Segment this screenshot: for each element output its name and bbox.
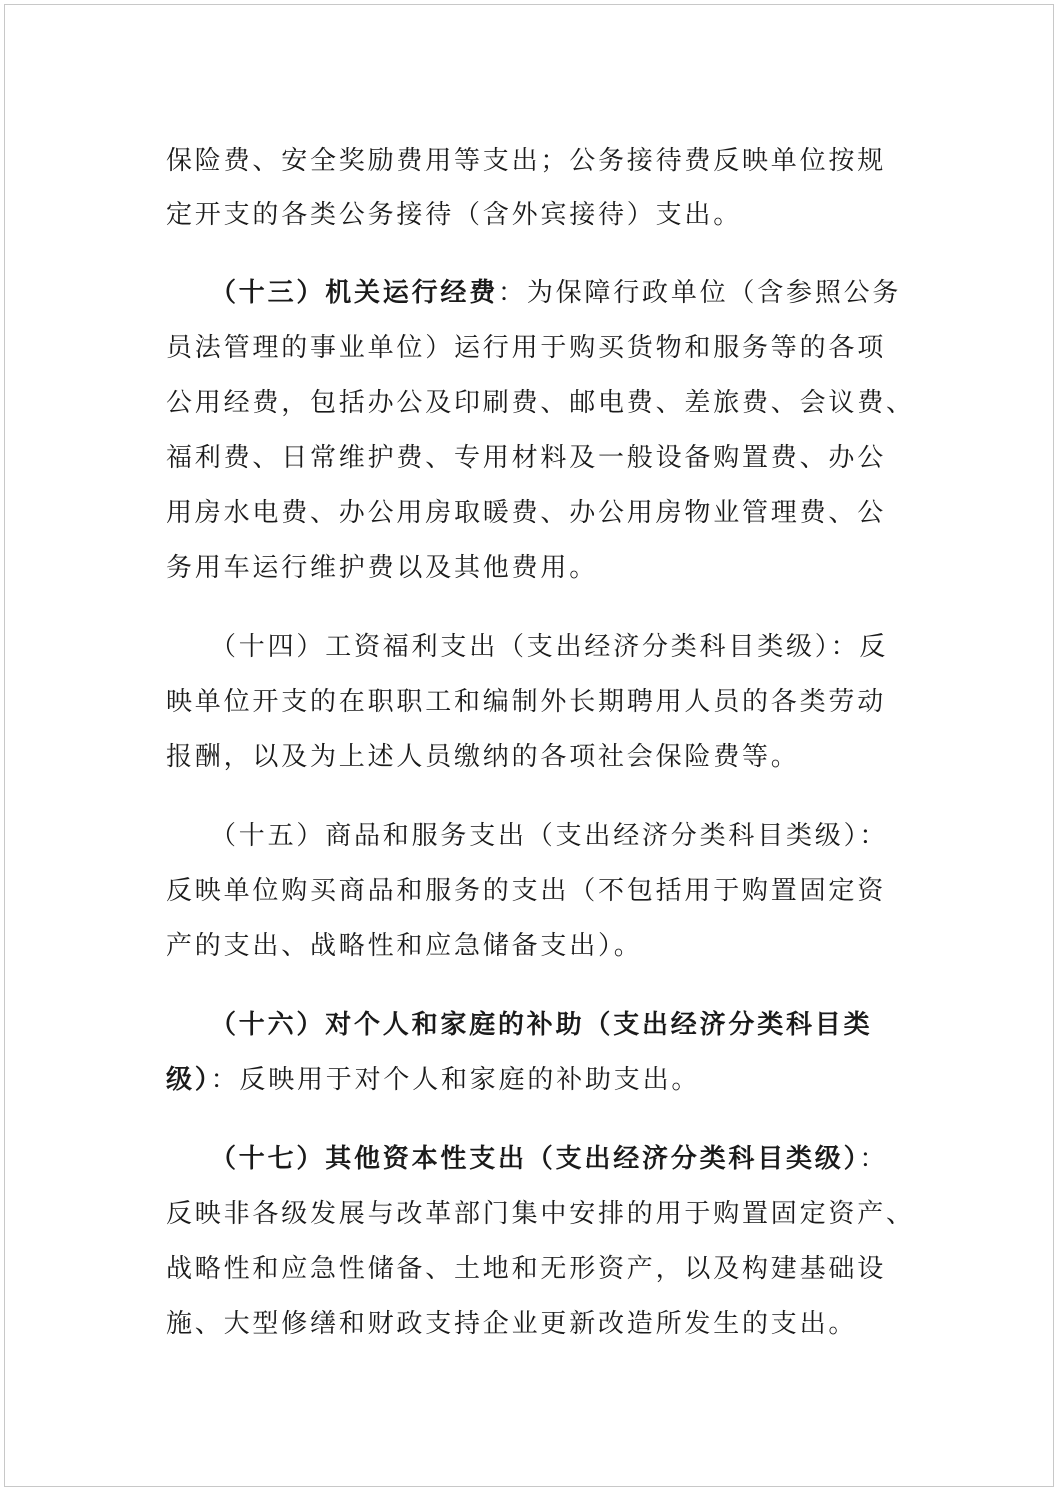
text-line [166,685,886,719]
section-heading: （十三）机关运行经费 [210,278,499,308]
text-run: 保险费、安全奖励费用等支出；公务接待费反映单位按规 [166,146,887,176]
section-heading: （十四）工资福利支出（支出经济分类科目类级）：反 [210,632,889,662]
section-heading-line [210,1142,888,1176]
section-heading-line [210,630,888,664]
text-line [166,551,598,585]
text-run: 战略性和应急性储备、土地和无形资产，以及构建基础设 [166,1254,887,1284]
section-heading-line [210,819,888,853]
text-line [166,144,886,178]
section-heading: （十六）对个人和家庭的补助（支出经济分类科目类 [210,1010,873,1040]
text-line [166,441,886,475]
text-run: 公用经费，包括办公及印刷费、邮电费、差旅费、会议费、 [166,388,915,418]
text-run: 报酬，以及为上述人员缴纳的各项社会保险费等。 [166,742,800,772]
text-line [166,740,800,774]
text-run: 福利费、日常维护费、专用材料及一般设备购置费、办公 [166,443,887,473]
text-run: 务用车运行维护费以及其他费用。 [166,553,599,583]
section-heading: （十五）商品和服务支出（支出经济分类科目类级）： [210,821,889,851]
text-run: 施、大型修缮和财政支持企业更新改造所发生的支出。 [166,1309,858,1339]
text-line [166,1197,915,1231]
text-line [166,1307,857,1341]
text-run: 产的支出、战略性和应急储备支出）。 [166,931,643,961]
text-run: ：为保障行政单位（含参照公务 [498,278,902,308]
section-heading: （十七）其他资本性支出（支出经济分类科目类级） [210,1144,860,1174]
text-line [166,331,886,365]
text-run: 用房水电费、办公用房取暖费、办公用房物业管理费、公 [166,498,887,528]
text-run: 映单位开支的在职职工和编制外长期聘用人员的各类劳动 [166,687,887,717]
section-heading: 级） [166,1065,211,1095]
text-line [166,874,886,908]
text-line [166,1063,700,1097]
text-line [166,198,742,232]
text-run: ：反映用于对个人和家庭的补助支出。 [210,1065,701,1095]
text-run: 员法管理的事业单位）运行用于购买货物和服务等的各项 [166,333,887,363]
text-run: 反映单位购买商品和服务的支出（不包括用于购置固定资 [166,876,887,906]
text-line [166,386,915,420]
text-line [166,496,886,530]
text-line [166,929,643,963]
section-heading-line [210,276,901,310]
text-line [166,1252,886,1286]
text-run: 反映非各级发展与改革部门集中安排的用于购置固定资产、 [166,1199,915,1229]
text-run: 定开支的各类公务接待（含外宾接待）支出。 [166,200,743,230]
text-run: ： [859,1144,889,1174]
section-heading-line [210,1008,872,1042]
